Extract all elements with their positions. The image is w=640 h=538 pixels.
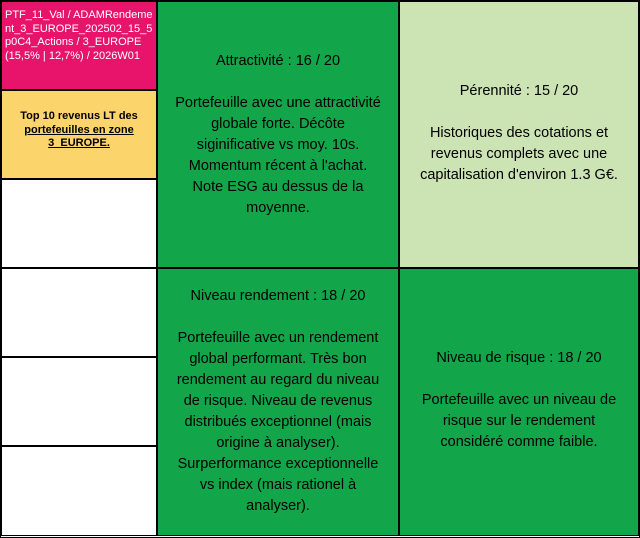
portfolio-title-cell[interactable] [1, 1, 157, 90]
perennite-heading: Pérennité : 15 / 20 [459, 83, 579, 99]
portfolio-title: PTF_11_Val / ADAMRendement_3_EUROPE_202502_15_5p0C4_Actions / 3_EUROPE (15,5% | 12,7%) / 2026W01 [5, 9, 153, 62]
attractivite-heading: Attractivité : 16 / 20 [215, 53, 341, 69]
top10-label-part1: Top 10 revenus LT des [20, 110, 138, 122]
attractivite-cell[interactable] [157, 1, 399, 268]
risque-cell[interactable] [399, 268, 639, 536]
top10-label-part2: portefeuilles en zone 3_EUROPE. [24, 123, 134, 149]
empty-cell-4[interactable] [1, 446, 157, 536]
top10-cell[interactable] [1, 90, 157, 179]
risque-text: Portefeuille avec un niveau de risque sur le rendement considéré comme faible. [421, 392, 617, 450]
rendement-heading: Niveau rendement : 18 / 20 [190, 288, 366, 304]
perennite-text: Historiques des cotations et revenus complets avec une capitalisation d'environ 1.3 G€. [420, 125, 618, 183]
perennite-cell[interactable] [399, 1, 639, 268]
empty-cell-3[interactable] [1, 357, 157, 446]
attractivite-text: Portefeuille avec une attractivité globale forte. Décôte siginificative vs moy. 10s. Momentum récent à l'achat. Note ESG au dessus de la moyenne. [175, 95, 381, 216]
rendement-cell[interactable] [157, 268, 399, 536]
risque-heading: Niveau de risque : 18 / 20 [436, 350, 602, 366]
rendement-text: Portefeuille avec un rendement global performant. Très bon rendement au regard du niveau de risque. Niveau de revenus distribués exceptionnel (mais origine à analyser). Surperformance exceptionnelle vs index (mais rationel à analyser). [176, 330, 380, 514]
empty-cell-1[interactable] [1, 179, 157, 268]
empty-cell-2[interactable] [1, 268, 157, 357]
